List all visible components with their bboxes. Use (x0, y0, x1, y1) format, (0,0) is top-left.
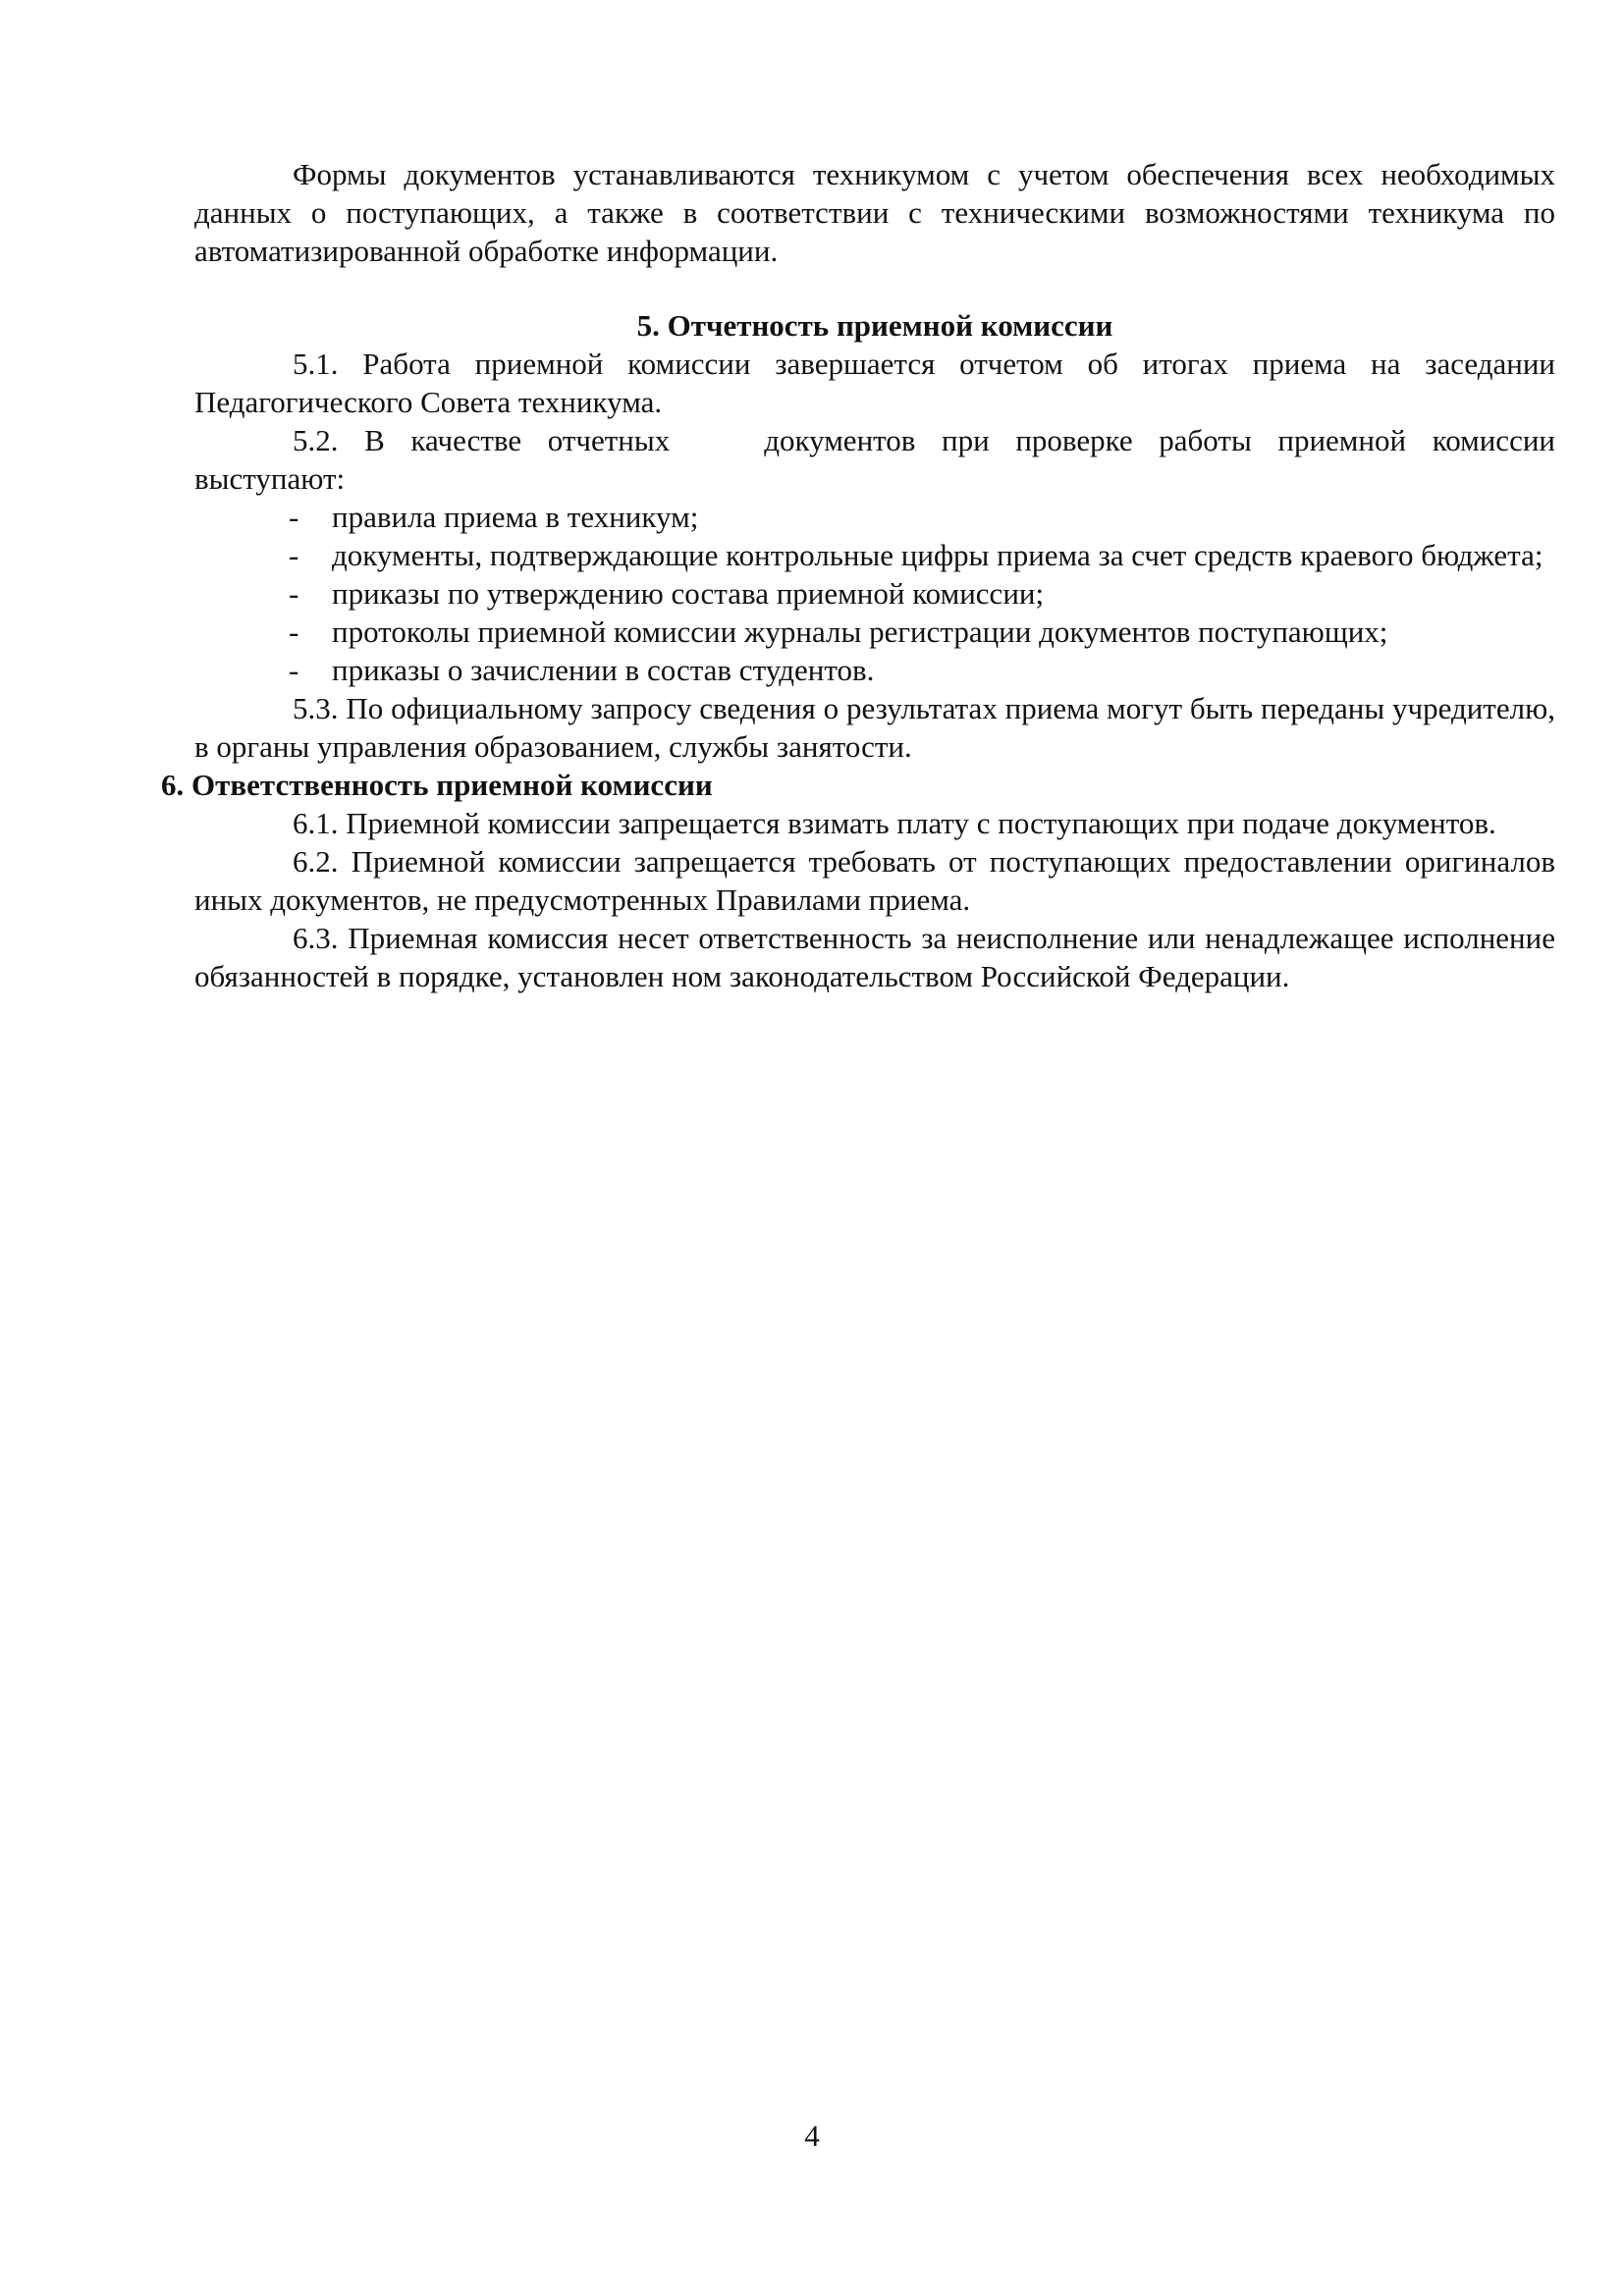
paragraph-6-3: 6.3. Приемная комиссия несет ответственность за неисполнение или ненадлежащее исполнение обязанностей в порядке, установлен ном законодательством Российской Федерации. (194, 921, 1555, 993)
dash-marker: - (289, 538, 299, 572)
paragraph-5-2-start: 5.2. В качестве отчетных (293, 423, 671, 457)
paragraph-5-2-end: документов при проверке работы приемной комиссии выступают: (194, 423, 1556, 496)
list-item-text: протоколы приемной комиссии журналы регистрации документов поступающих; (332, 614, 1388, 649)
paragraph-6-1: 6.1. Приемной комиссии запрещается взимать плату с поступающих при подаче документов. (293, 806, 1496, 840)
list-item (194, 536, 1555, 574)
list-item (194, 574, 1555, 613)
page-number: 4 (804, 2118, 820, 2153)
paragraph-5-3: 5.3. По официальному запросу сведения о результатах приема могут быть переданы учредителю, в органы управления образованием, службы занятости. (194, 691, 1555, 764)
paragraph-5-1: 5.1. Работа приемной комиссии завершается отчетом об итогах приема на заседании Педагогического Совета техникума. (194, 347, 1555, 419)
dash-marker: - (289, 500, 299, 534)
section-6-heading: 6. Ответственность приемной комиссии (161, 768, 713, 802)
dash-marker: - (289, 576, 299, 611)
list-item (194, 613, 1555, 651)
list-item-text: документы, подтверждающие контрольные цифры приема за счет средств краевого бюджета; (332, 538, 1543, 572)
dash-marker: - (289, 653, 299, 687)
list-item (194, 498, 1555, 536)
list-item (194, 651, 1555, 689)
intro-paragraph: Формы документов устанавливаются техникумом с учетом обеспечения всех необходимых данных о поступающих, а также в соответствии с техническими возможностями техникума по автоматизированной обработке информации. (194, 157, 1555, 268)
document-body (161, 155, 1556, 995)
section-5-heading: 5. Отчетность приемной комиссии (636, 308, 1113, 343)
paragraph-5-2 (194, 421, 1555, 498)
list-item-text: приказы по утверждению состава приемной комиссии; (332, 576, 1045, 611)
paragraph-6-2: 6.2. Приемной комиссии запрещается требовать от поступающих предоставлении оригиналов иных документов, не предусмотренных Правилами приема. (194, 844, 1555, 917)
list-item-text: приказы о зачислении в состав студентов. (332, 653, 875, 687)
list-item-text: правила приема в техникум; (332, 500, 699, 534)
dash-marker: - (289, 614, 299, 649)
